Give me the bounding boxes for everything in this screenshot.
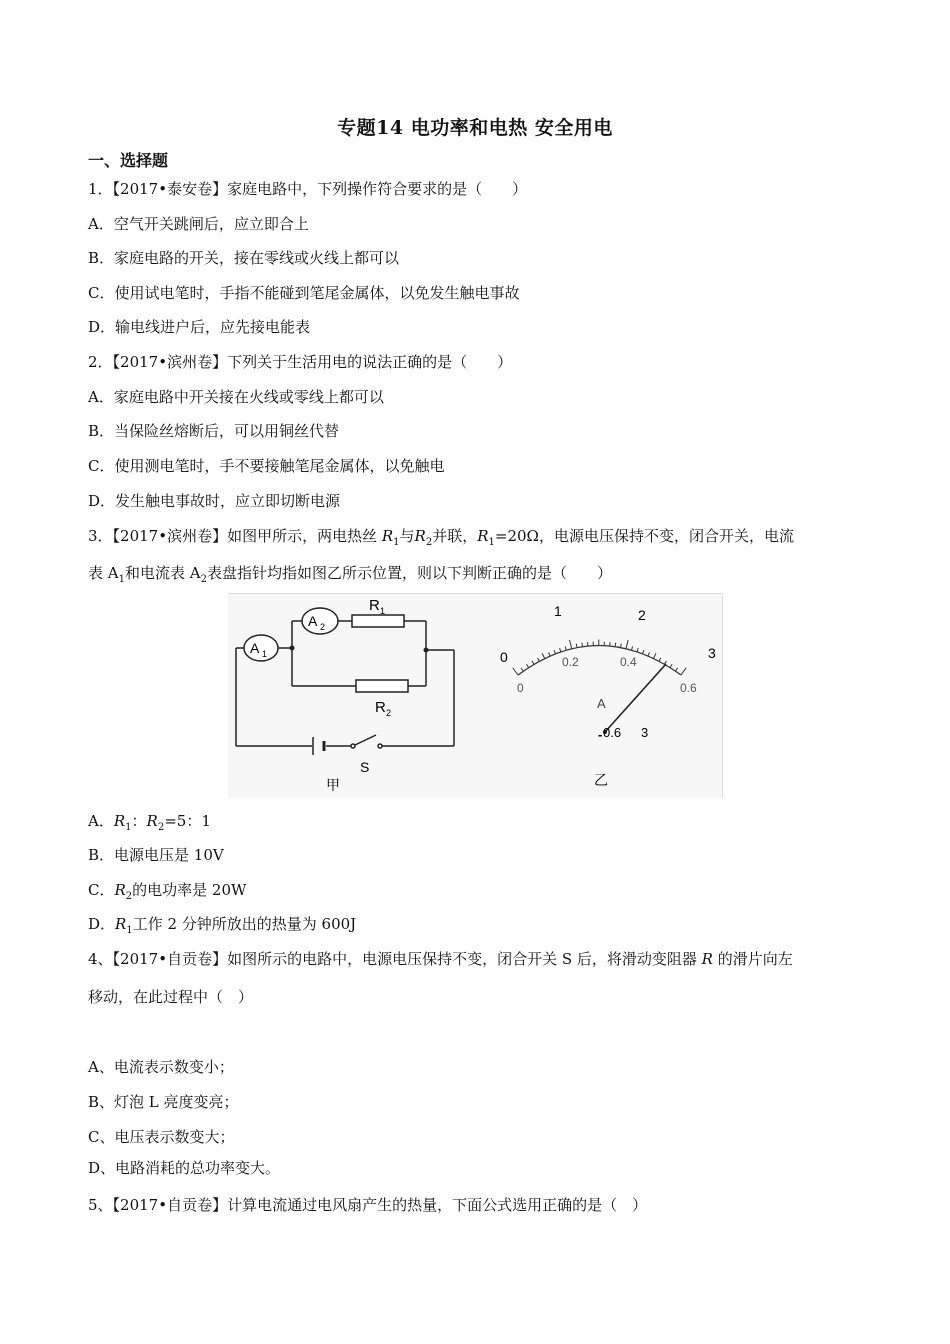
ammeter-dial	[518, 646, 681, 676]
q2-stem: 2．【2017•滨州卷】下列关于生活用电的说法正确的是（ ）	[88, 353, 513, 371]
switch-icon	[351, 735, 382, 748]
scale-top-2: 2	[638, 607, 646, 623]
dial-tick	[532, 661, 534, 664]
q4-option-c: C、电压表示数变大；	[88, 1128, 235, 1146]
q1-option-b: B．家庭电路的开关，接在零线或火线上都可以	[88, 249, 400, 267]
a1-label: A	[250, 640, 260, 656]
dial-tick	[576, 644, 577, 648]
dial-tick	[537, 658, 539, 662]
section-heading: 一、选择题	[88, 151, 169, 170]
r1-sub: 1	[380, 606, 386, 616]
q4-option-b: B、灯泡 L 亮度变亮；	[88, 1093, 239, 1111]
dial-tick	[560, 648, 561, 652]
resistor-r1-icon	[352, 615, 404, 627]
a1-sub: 1	[262, 649, 268, 659]
unit-label: A	[597, 696, 606, 711]
dial-tick	[513, 668, 518, 675]
dial-tick	[565, 646, 566, 650]
r1-label: R	[369, 597, 380, 614]
terminal-3: 3	[641, 725, 649, 740]
battery-icon	[313, 737, 324, 755]
q2-option-d: D．发生触电事故时，应立即切断电源	[88, 492, 341, 510]
q4-stem-line2: 移动，在此过程中（ ）	[88, 988, 254, 1006]
q3-option-c: C．$R_2$的电功率是 20W	[88, 881, 247, 902]
dial-tick	[549, 652, 551, 656]
q2-option-b: B．当保险丝熔断后，可以用铜丝代替	[88, 422, 340, 440]
q4-stem-line1: 4、【2017•自贡卷】如图所示的电路中，电源电压保持不变，闭合开关 S 后，将滑动变阻器 R 的滑片向左	[88, 950, 793, 968]
scale-top-1: 1	[554, 603, 562, 619]
junction-dot-left	[290, 646, 295, 651]
scale-bottom-04: 0.4	[620, 655, 637, 669]
junction-dot-right	[424, 648, 429, 653]
switch-label: S	[360, 759, 370, 775]
page-title: 专题14 电功率和电热 安全用电	[337, 117, 613, 139]
q1-option-d: D．输电线进户后，应先接电能表	[88, 318, 311, 336]
resistor-r2-icon	[356, 680, 408, 692]
q3-figure-svg	[228, 594, 722, 798]
dial-tick	[675, 668, 677, 671]
terminal-06: 0.6	[603, 725, 622, 740]
dial-tick	[521, 668, 523, 671]
q2-option-c: C．使用测电笔时，手不要接触笔尾金属体，以免触电	[88, 457, 445, 475]
q1-stem: 1．【2017•泰安卷】家庭电路中，下列操作符合要求的是（ ）	[88, 180, 528, 198]
dial-tick	[615, 643, 616, 647]
q3-option-b: B．电源电压是 10V	[88, 846, 224, 864]
dial-tick	[582, 643, 583, 647]
q2-option-a: A．家庭电路中开关接在火线或零线上都可以	[88, 388, 384, 406]
dial-tick	[631, 646, 632, 650]
scale-top-3: 3	[708, 645, 716, 661]
q5-stem: 5、【2017•自贡卷】计算电流通过电风扇产生的热量，下面公式选用正确的是（ ）	[88, 1196, 648, 1214]
dial-tick	[659, 658, 661, 662]
dial-tick	[570, 640, 572, 649]
q3-option-a: A．$R_1$：$R_2=5$：1	[88, 812, 211, 833]
q3-figure	[228, 593, 723, 798]
q4-option-d: D、电路消耗的总功率变大。	[88, 1159, 281, 1177]
q1-option-a: A．空气开关跳闸后，应立即合上	[88, 215, 309, 233]
r2-label: R	[375, 699, 386, 716]
dial-tick	[554, 650, 555, 654]
scale-bottom-0: 0	[517, 681, 524, 695]
r2-sub: 2	[386, 708, 392, 718]
a2-label: A	[308, 613, 318, 629]
scale-bottom-02: 0.2	[562, 655, 579, 669]
dial-tick	[621, 644, 622, 648]
dial-tick	[527, 664, 529, 667]
q3-stem-line1: 3．【2017•滨州卷】如图甲所示，两电热丝 $R_1$与$R_2$并联，$R_1=20\Omega$，电源电压保持不变，闭合开关，电流	[88, 527, 794, 548]
scale-top-0: 0	[500, 649, 508, 665]
dial-tick	[637, 648, 638, 652]
dial-tick	[542, 653, 545, 658]
dial-tick	[681, 668, 686, 675]
q3-option-d: D．$R_1$工作 2 分钟所放出的热量为 600J	[88, 915, 357, 936]
q4-option-a: A、电流表示数变小；	[88, 1058, 234, 1076]
needle	[605, 664, 666, 732]
q1-option-c: C．使用试电笔时，手指不能碰到笔尾金属体，以免发生触电事故	[88, 284, 520, 302]
scale-bottom-06: 0.6	[680, 681, 697, 695]
figure-yi-label: 乙	[594, 773, 608, 789]
dial-tick	[626, 640, 628, 649]
terminal-minus: -	[598, 727, 603, 742]
dial-tick	[653, 653, 656, 658]
a2-sub: 2	[320, 622, 326, 632]
dial-tick	[642, 650, 643, 654]
dial-tick	[670, 664, 672, 667]
q3-stem-line2: 表 $A_1$和电流表 $A_2$表盘指针均指如图乙所示位置，则以下判断正确的是（ ）	[88, 564, 612, 585]
dial-tick	[648, 652, 650, 656]
figure-jia-label: 甲	[326, 778, 340, 794]
